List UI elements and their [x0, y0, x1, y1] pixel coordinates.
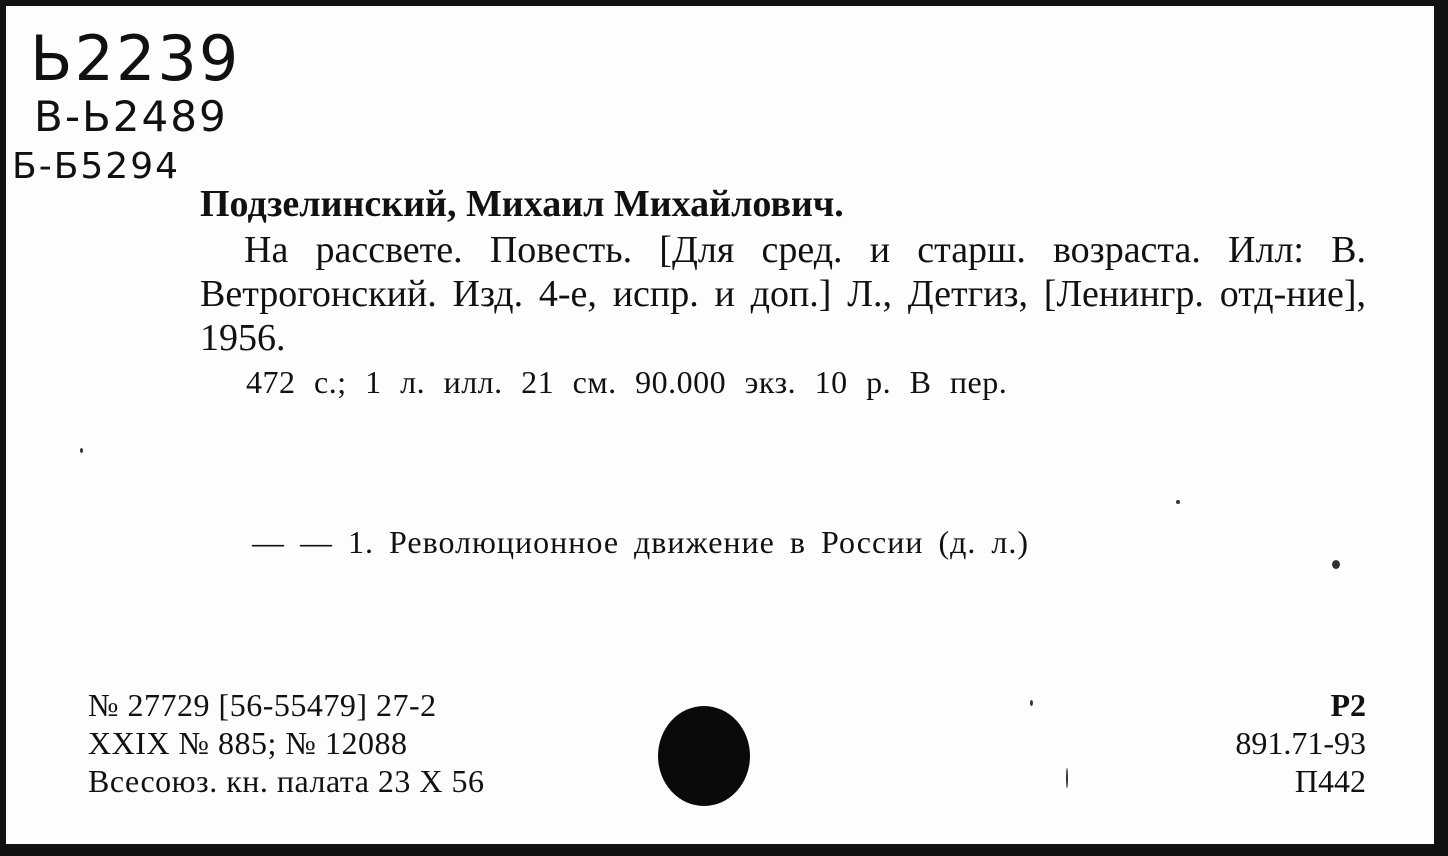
subject-heading: — — 1. Революционное движение в России (д. л.) [252, 524, 1029, 560]
record-series-line: XXIX № 885; № 12088 [88, 725, 408, 761]
handwritten-shelfmark-3: Б-Б5294 [12, 146, 181, 187]
handwritten-shelfmark-1: Ь2239 [30, 22, 241, 95]
ink-speck [1176, 500, 1180, 504]
ink-speck [1030, 700, 1033, 706]
author-heading: Подзелинский, Михаил Михайлович. [200, 183, 844, 225]
handwritten-shelfmark-2: В-Ь2489 [34, 92, 228, 141]
card-edge-top [0, 0, 1448, 6]
card-edge-right [1434, 0, 1448, 856]
record-number-line: № 27729 [56-55479] 27-2 [88, 687, 437, 723]
class-code-1: Р2 [1330, 687, 1366, 723]
title-description: На рассвете. Повесть. [Для сред. и старш. возраста. Илл: В. Ветрогонский. Изд. 4-е, испр. и доп.] Л., Детгиз, [Ленингр. отд-ние], 1956. [200, 229, 1366, 359]
card-edge-bottom [0, 844, 1448, 856]
class-code-3: П442 [1294, 763, 1366, 799]
classification-codes [1235, 686, 1366, 800]
card-edge-left [0, 0, 6, 856]
record-chamber-line: Всесоюз. кн. палата 23 X 56 [88, 763, 485, 799]
ink-speck [1066, 768, 1068, 788]
record-info [88, 686, 485, 800]
physical-description: 472 с.; 1 л. илл. 21 см. 90.000 экз. 10 р. В пер. [246, 364, 1008, 400]
punch-hole [658, 706, 750, 806]
class-code-2: 891.71-93 [1235, 725, 1366, 761]
ink-speck [80, 448, 83, 453]
ink-speck [1332, 560, 1340, 569]
